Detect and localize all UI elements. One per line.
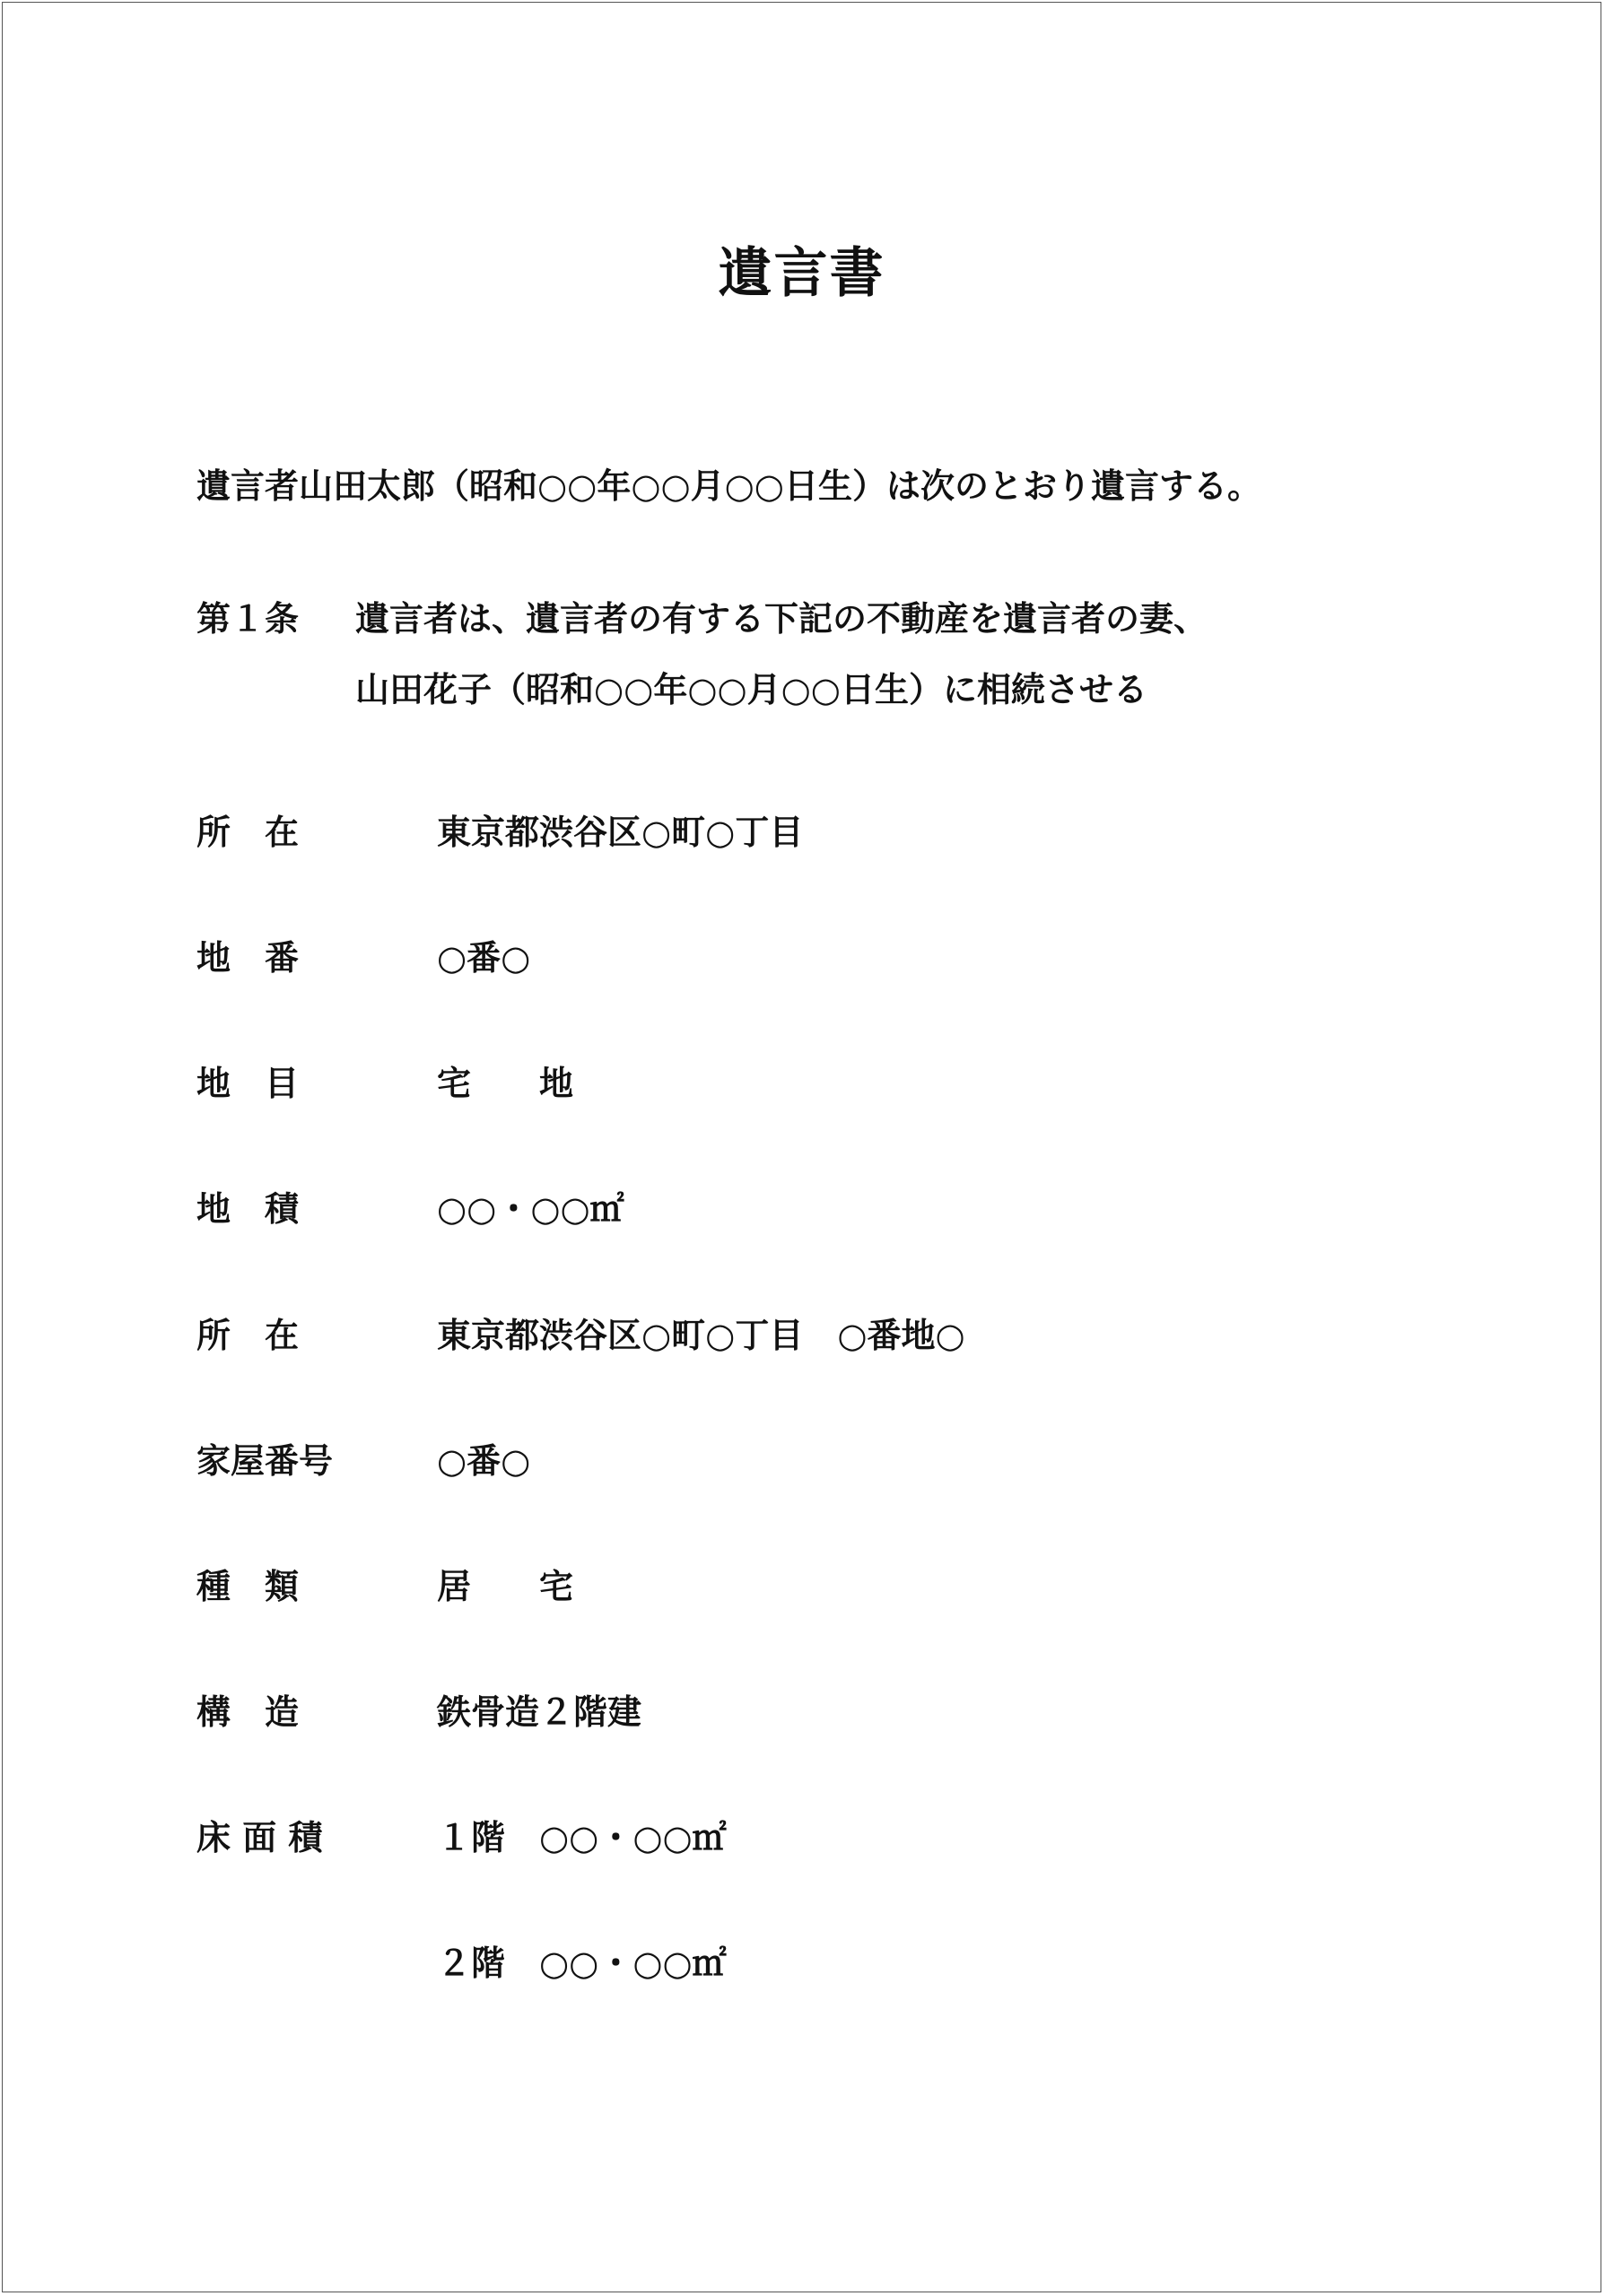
property-value: 宅 地 [437, 1064, 574, 1103]
property-value: 東京都渋谷区○町○丁目 [437, 813, 804, 852]
property-label: 家屋番号 [196, 1441, 334, 1481]
property-value: １階 ○○・○○㎡ [437, 1818, 727, 1857]
property-value: ○番○ [437, 938, 531, 978]
property-value: ２階 ○○・○○㎡ [437, 1944, 727, 1983]
article-text-line-1: 遺言者は、遺言者の有する下記の不動産を遺言者の妻、 [355, 599, 1208, 639]
article-label: 第１条 [196, 599, 300, 639]
article-text-line-2: 山田花子（昭和○○年○○月○○日生）に相続させる [355, 670, 1147, 709]
property-label: 種 類 [196, 1567, 300, 1606]
property-label: 地 目 [196, 1064, 300, 1103]
property-value: 鉄骨造２階建 [437, 1692, 642, 1732]
document-title: 遺言書 [718, 242, 885, 305]
property-value: ○番○ [437, 1441, 531, 1481]
property-value: ○○・○○㎡ [437, 1189, 624, 1229]
document-page [2, 2, 1601, 2292]
intro-statement: 遺言者山田太郎（昭和○○年○○月○○日生）は次のとおり遺言する。 [196, 466, 1261, 506]
property-label: 地 番 [196, 938, 300, 978]
property-label: 所 在 [196, 1316, 300, 1355]
property-value: 居 宅 [437, 1567, 574, 1606]
property-label: 構 造 [196, 1692, 300, 1732]
property-label: 地 積 [196, 1189, 300, 1229]
property-label: 床 面 積 [196, 1818, 323, 1857]
property-value: 東京都渋谷区○町○丁目 ○番地○ [437, 1316, 965, 1355]
property-label: 所 在 [196, 813, 300, 852]
